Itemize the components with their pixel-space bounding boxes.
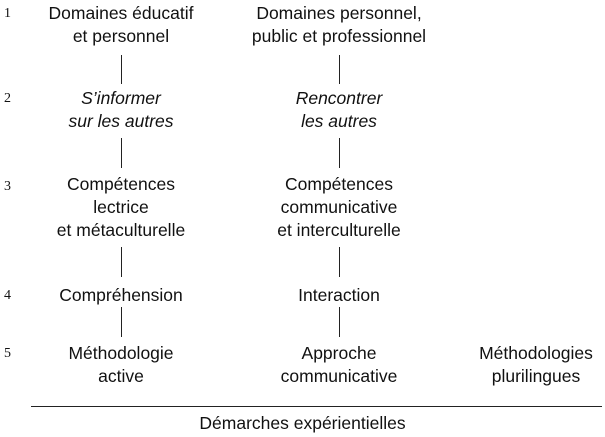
footer-label: Démarches expérientielles [199,413,406,433]
col1-domains-node [21,2,221,48]
row-number-3: 3 [4,179,11,194]
col2-goal-line-1: Rencontrer [295,88,383,108]
col3-method-line-1: Méthodologies [479,343,593,363]
col1-goal-node [21,87,221,133]
col1-connector-2-3 [121,138,122,168]
row-number-1: 1 [4,6,11,21]
col2-goal-line-2: les autres [301,111,377,131]
col1-connector-4-5 [121,307,122,337]
col2-goal-node [229,87,449,133]
row-number-4: 4 [4,288,11,303]
col2-method-node [229,342,449,388]
col2-connector-2-3 [339,138,340,168]
col1-method-node [21,342,221,388]
col2-connector-4-5 [339,307,340,337]
col1-goal-line-1: S’informer [81,88,161,108]
col2-competences-line-1: Compétences [285,174,393,194]
col1-domains-line-2: et personnel [72,26,170,46]
col2-domains-line-2: public et professionnel [251,26,427,46]
col1-goal-line-2: sur les autres [68,111,174,131]
col2-activity-line-1: Interaction [298,285,380,305]
col1-competences-line-1: Compétences [67,174,175,194]
col1-connector-1-2 [121,55,122,84]
col1-competences-line-3: et métaculturelle [56,220,186,240]
col2-connector-3-4 [339,247,340,277]
col1-domains-line-1: Domaines éducatif [48,3,194,23]
row-number-2: 2 [4,91,11,106]
col2-competences-line-3: et interculturelle [277,220,401,240]
col1-activity-line-1: Compréhension [59,285,183,305]
col3-method-node [466,342,605,388]
footer-rule [31,406,602,407]
col1-method-line-1: Méthodologie [68,343,174,363]
col2-connector-1-2 [339,55,340,84]
col2-method-line-2: communicative [280,366,398,386]
col2-domains-node [229,2,449,48]
col2-domains-line-1: Domaines personnel, [256,3,422,23]
col1-activity-node [21,284,221,307]
col1-competences-node [21,173,221,242]
col3-method-line-2: plurilingues [491,366,581,386]
col2-activity-node [229,284,449,307]
row-number-5: 5 [4,346,11,361]
col2-competences-line-2: communicative [280,197,398,217]
col2-competences-node [229,173,449,242]
col2-method-line-1: Approche [301,343,377,363]
col1-competences-line-2: lectrice [93,197,149,217]
col1-method-line-2: active [98,366,144,386]
col1-connector-3-4 [121,247,122,277]
